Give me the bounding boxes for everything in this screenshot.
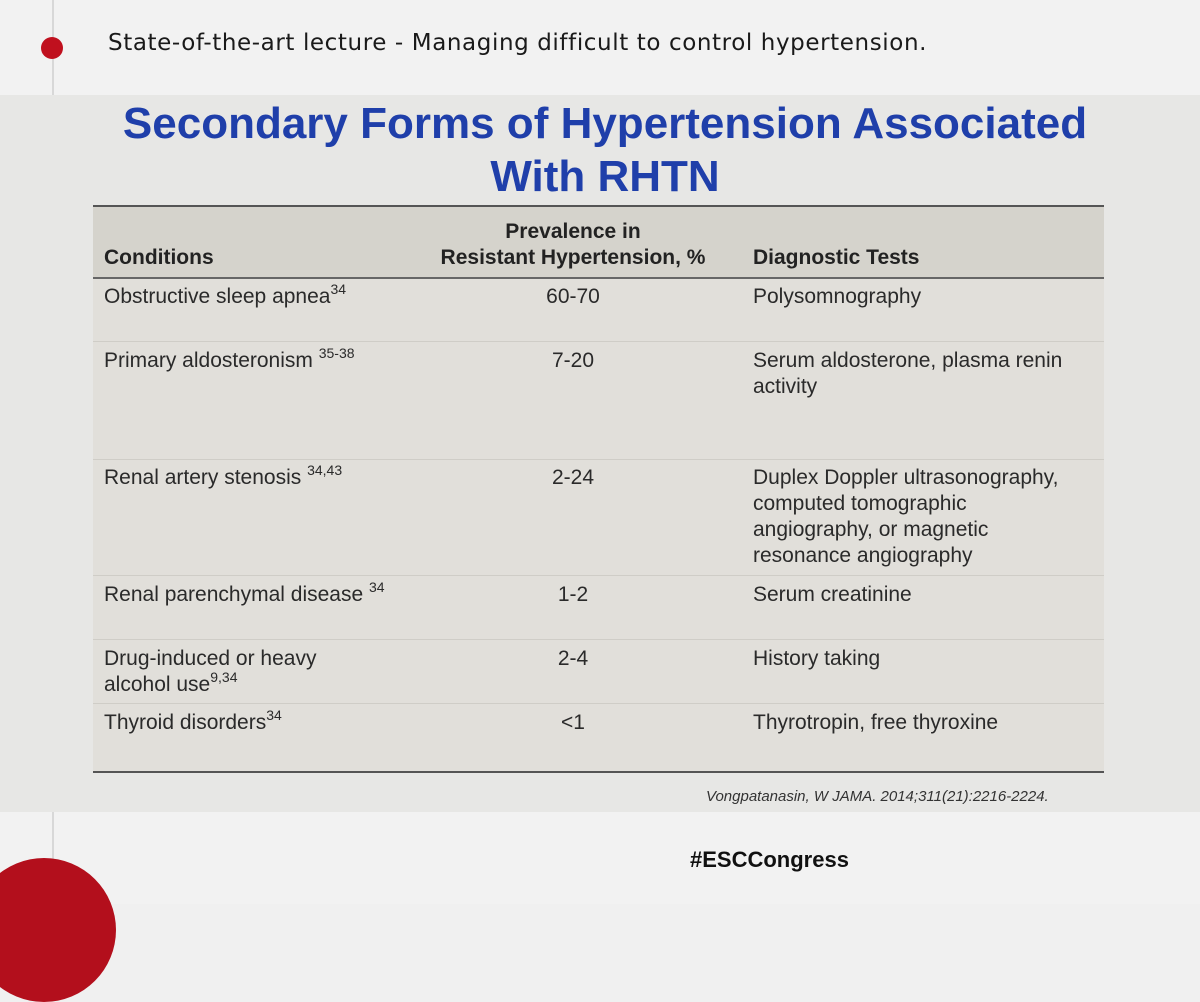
table-header <box>93 207 1104 279</box>
header-prevalence <box>433 219 713 271</box>
citation-ref: 9,34 <box>210 669 238 685</box>
table-row-condition: Thyroid disorders$^{34}$ <box>104 707 282 734</box>
header-diagnostic-tests: Diagnostic Tests <box>753 246 920 269</box>
header-prevalence-line2: Resistant Hypertension, % <box>440 246 706 269</box>
lecture-title: State-of-the-art lecture - Managing difficult to control hypertension. <box>108 30 928 56</box>
row-separator <box>93 639 1104 640</box>
table-row-tests: History taking <box>753 647 881 670</box>
citation-ref: 34 <box>368 579 385 595</box>
citation-reference: Vongpatanasin, W JAMA. 2014;311(21):2216-2224. <box>706 788 1049 805</box>
slide-title-line1: Secondary Forms of Hypertension Associated <box>122 99 1088 148</box>
table-row-prevalence: 60-70 <box>546 285 600 308</box>
congress-hashtag: #ESCCongress <box>690 847 849 872</box>
citation-ref: 35-38 <box>318 345 355 361</box>
table-row-condition: Renal artery stenosis $^{34,43}$ <box>104 462 343 489</box>
row-separator <box>93 341 1104 342</box>
table-row-tests: Duplex Doppler ultrasonography, computed tomographic angiography, or magnetic resonance angiography <box>753 466 1059 567</box>
header-conditions: Conditions <box>104 246 214 269</box>
hypertension-table <box>93 205 1104 773</box>
table-row-prevalence: 2-4 <box>557 647 589 670</box>
row-separator <box>93 575 1104 576</box>
citation-ref: 34,43 <box>307 462 343 478</box>
table-row-tests: Thyrotropin, free thyroxine <box>753 711 999 734</box>
row-separator <box>93 703 1104 704</box>
table-row-tests: Polysomnography <box>753 285 922 308</box>
table-row-prevalence: 2-24 <box>551 466 595 489</box>
citation-ref: 34 <box>266 707 282 723</box>
citation-ref: 34 <box>330 281 347 297</box>
table-row-condition: Renal parenchymal disease $^{34}$ <box>104 579 385 606</box>
slide-title <box>0 97 1200 203</box>
table-row-prevalence: 7-20 <box>551 349 595 372</box>
header-prevalence-line1: Prevalence in <box>505 220 641 243</box>
bottom-bar <box>0 812 1200 904</box>
red-dot-bullet <box>41 37 63 59</box>
table-row-prevalence: <1 <box>561 711 585 734</box>
row-separator <box>93 459 1104 460</box>
slide-title-line2: With RHTN <box>490 152 720 201</box>
table-row-tests: Serum creatinine <box>753 583 912 606</box>
table-row-condition: Obstructive sleep apnea$^{34}$ <box>104 281 347 308</box>
table-row-condition: Drug-induced or heavy alcohol use$^{9,34}$ <box>104 647 317 696</box>
table-row-condition: Primary aldosteronism $^{35-38}$ <box>104 345 355 372</box>
table-row-tests: Serum aldosterone, plasma renin activity <box>753 349 1063 398</box>
table-row-prevalence: 1-2 <box>557 583 589 606</box>
